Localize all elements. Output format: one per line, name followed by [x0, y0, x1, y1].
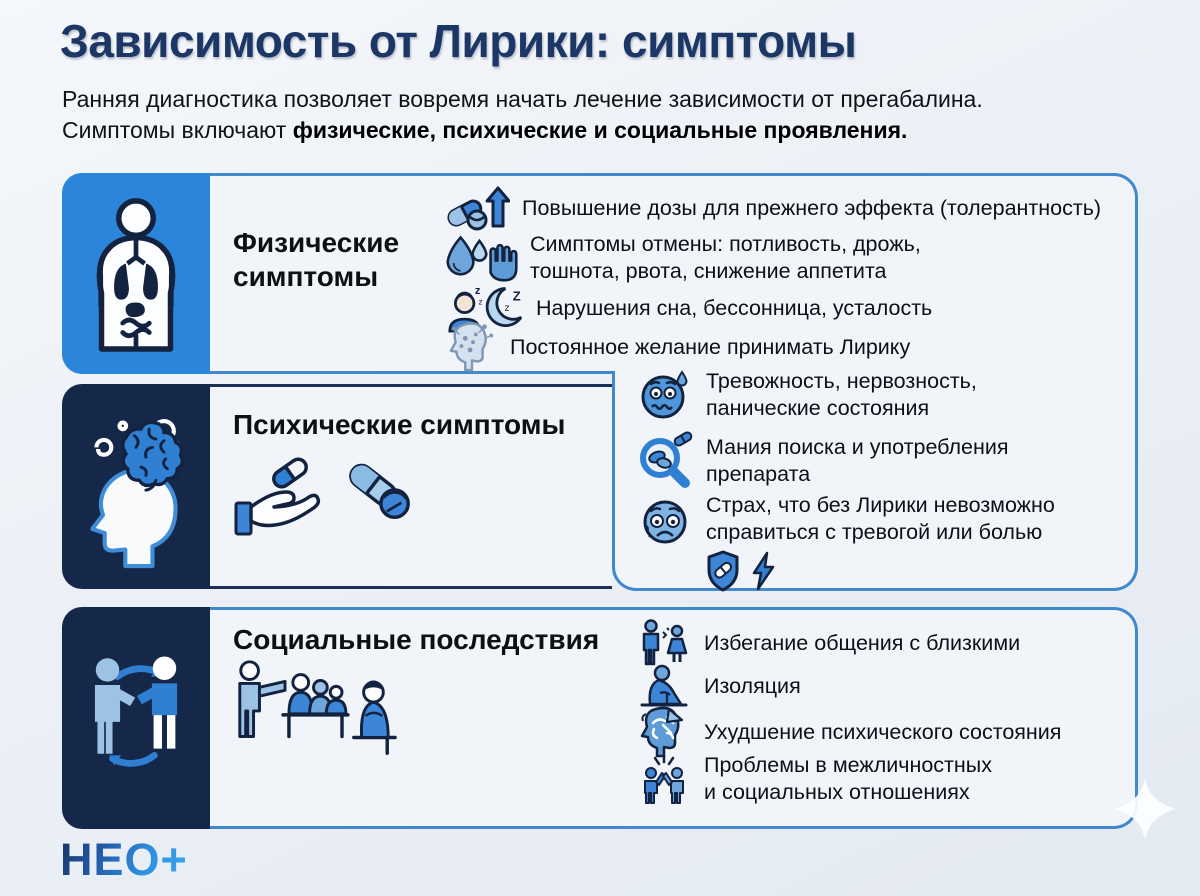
physical-title: Физические симптомы — [233, 227, 400, 292]
psychic-item-fear-text: Страх, что без Лирики невозможно справиться с тревогой или болью — [706, 492, 1055, 599]
drug-seeking-magnifier-icon — [636, 430, 694, 492]
subtitle-line2: Симптомы включают — [62, 117, 293, 143]
physical-item-tolerance: Повышение дозы для прежнего эффекта (толерантность) — [446, 185, 1101, 231]
neo-plus-logo: НЕО+ — [60, 834, 188, 885]
group-isolation-scene-icon — [228, 652, 400, 769]
page-subtitle — [62, 84, 1142, 146]
sweat-drops-hand-icon — [446, 230, 518, 286]
anxious-face-icon — [636, 369, 694, 421]
subtitle-line1: Ранняя диагностика позволяет вовремя начать лечение зависимости от прегабалина. — [62, 86, 983, 112]
human-body-organs-icon — [78, 188, 194, 359]
psychic-item-seeking — [636, 430, 1009, 492]
social-item-relationship-problems — [636, 752, 992, 806]
shield-pill-icon — [706, 550, 740, 599]
pills-icon — [340, 458, 416, 527]
physical-item-withdrawal-text: Симптомы отмены: потливость, дрожь, тошнота, рвота, снижение аппетита — [530, 232, 921, 283]
head-brain-icon — [75, 398, 197, 575]
physical-item-withdrawal — [446, 230, 921, 286]
physical-item-craving: Постоянное желание принимать Лирику — [446, 322, 910, 372]
psychic-item-anxiety-text: Тревожность, нервозность, панические состояния — [706, 369, 977, 420]
physical-item-sleep: z z z Z Нарушения сна, бессонница, усталость — [446, 283, 932, 333]
psychic-item-fear — [636, 492, 1055, 599]
psychic-title: Психические симптомы — [233, 409, 566, 440]
psychic-item-fear-trailing-icons — [706, 550, 1055, 599]
lightning-icon — [750, 551, 776, 598]
psychic-item-anxiety — [636, 368, 977, 422]
physical-icon-tile — [62, 173, 210, 374]
people-apart-icon — [636, 618, 692, 668]
psychic-item-seeking-text: Мания поиска и употребления препарата — [706, 435, 1009, 486]
subtitle-line2-bold: физические, психические и социальные проявления. — [292, 117, 908, 143]
social-item-avoidance: Избегание общения с близкими — [636, 618, 1020, 668]
pills-dose-up-icon — [446, 185, 510, 231]
sparkle-decoration — [1112, 776, 1178, 847]
fragmented-mind-icon — [636, 706, 692, 758]
svg-text:z: z — [474, 285, 481, 298]
psychic-icon-tile — [62, 384, 210, 589]
svg-text:z: z — [478, 296, 483, 307]
social-item-isolation: Изоляция — [636, 664, 801, 708]
isolated-sitting-person-icon — [636, 664, 692, 708]
social-title: Социальные последствия — [233, 624, 600, 655]
social-icon-tile — [62, 607, 210, 829]
hand-offering-pill-icon — [228, 455, 328, 548]
fearful-face-icon — [636, 496, 694, 548]
arguing-people-icon — [636, 754, 692, 804]
social-item-mental-decline: Ухудшение психического состояния — [636, 706, 1061, 758]
svg-text:Z: Z — [512, 288, 521, 304]
page-title: Зависимость от Лирики: симптомы — [60, 15, 857, 67]
svg-text:z: z — [504, 302, 510, 314]
social-item-relationship-problems-text: Проблемы в межличностных и социальных отношениях — [704, 753, 992, 804]
two-people-exchange-icon — [74, 623, 198, 814]
craving-head-icon — [446, 322, 498, 372]
